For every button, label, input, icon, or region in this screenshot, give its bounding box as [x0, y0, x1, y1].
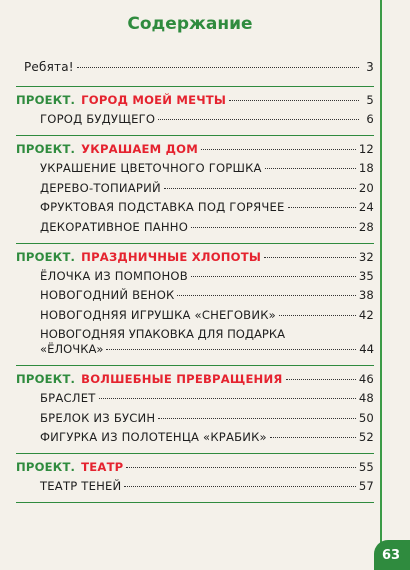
section-divider	[16, 502, 374, 503]
toc-project-5[interactable]	[16, 460, 374, 475]
item-page: 57	[358, 479, 374, 493]
item-name: ФРУКТОВАЯ ПОДСТАВКА ПОД ГОРЯЧЕЕ	[40, 200, 285, 214]
toc-item[interactable]	[16, 479, 374, 494]
dot-leader	[270, 437, 356, 438]
item-name: ГОРОД БУДУЩЕГО	[40, 112, 156, 126]
item-name: ТЕАТР ТЕНЕЙ	[40, 479, 122, 493]
item-page: 28	[358, 219, 374, 234]
page-title: Содержание	[127, 14, 253, 34]
item-name: ФИГУРКА ИЗ ПОЛОТЕНЦА «КРАБИК»	[40, 430, 267, 444]
section-divider	[16, 243, 374, 244]
dot-leader	[124, 486, 355, 487]
item-name: БРАСЛЕТ	[40, 391, 96, 405]
dot-leader	[229, 100, 359, 101]
item-name: ДЕКОРАТИВНОЕ ПАННО	[40, 219, 189, 234]
toc-item[interactable]	[16, 308, 374, 323]
toc-project-1[interactable]	[16, 93, 374, 108]
toc-item[interactable]	[16, 430, 374, 445]
dot-leader	[264, 257, 356, 258]
dot-leader	[99, 398, 356, 399]
item-page: 24	[358, 200, 374, 214]
page-number-tab	[374, 540, 410, 570]
dot-leader	[201, 149, 356, 150]
project-page: 5	[366, 93, 374, 107]
toc-item[interactable]	[16, 391, 374, 406]
project-label: ПРОЕКТ.	[16, 142, 76, 156]
section-divider	[16, 365, 374, 366]
toc-item[interactable]	[16, 411, 374, 426]
toc-item[interactable]	[16, 200, 374, 215]
dot-leader	[177, 295, 355, 296]
item-page: 44	[359, 342, 374, 356]
dot-leader	[288, 207, 356, 208]
dot-leader	[191, 276, 356, 277]
item-name: УКРАШЕНИЕ ЦВЕТОЧНОГО ГОРШКА	[40, 161, 262, 175]
project-label: ПРОЕКТ.	[16, 372, 76, 386]
toc-entry-intro[interactable]	[16, 60, 374, 75]
dot-leader	[265, 168, 356, 169]
project-page: 55	[358, 460, 374, 474]
project-page: 46	[358, 372, 374, 386]
item-page: 42	[358, 307, 374, 322]
item-name-line2-row	[40, 342, 374, 357]
dot-leader	[279, 315, 356, 316]
item-page: 20	[358, 180, 374, 195]
toc-project-2[interactable]	[16, 142, 374, 157]
item-page: 38	[358, 288, 374, 302]
item-page: 52	[358, 430, 374, 444]
section-divider	[16, 135, 374, 136]
item-name: НОВОГОДНЯЯ ИГРУШКА «СНЕГОВИК»	[40, 307, 276, 322]
project-page: 12	[358, 142, 374, 156]
project-name: ТЕАТР	[81, 460, 124, 474]
toc-project-4[interactable]	[16, 372, 374, 387]
toc-item[interactable]	[16, 288, 374, 303]
project-label: ПРОЕКТ.	[16, 460, 76, 474]
toc-item[interactable]	[16, 269, 374, 284]
item-page: 48	[358, 391, 374, 405]
item-page: 35	[358, 268, 374, 283]
table-of-contents	[16, 60, 374, 509]
toc-item[interactable]	[16, 161, 374, 176]
item-name: БРЕЛОК ИЗ БУСИН	[40, 410, 156, 425]
project-label: ПРОЕКТ.	[16, 249, 76, 264]
page-edge-rule	[380, 0, 382, 568]
section-divider	[16, 453, 374, 454]
item-page: 18	[358, 161, 374, 175]
toc-item[interactable]	[16, 112, 374, 127]
dot-leader	[164, 188, 356, 189]
toc-item[interactable]	[16, 181, 374, 196]
project-label: ПРОЕКТ.	[16, 93, 76, 107]
item-page: 6	[366, 112, 374, 126]
dot-leader	[106, 349, 356, 350]
item-name-line1: НОВОГОДНЯЯ УПАКОВКА ДЛЯ ПОДАРКА	[40, 327, 286, 341]
project-name: ГОРОД МОЕЙ МЕЧТЫ	[81, 93, 227, 107]
toc-item[interactable]	[16, 220, 374, 235]
dot-leader	[191, 227, 356, 228]
entry-page: 3	[366, 60, 374, 74]
dot-leader	[158, 119, 359, 120]
dot-leader	[158, 418, 356, 419]
item-name-line2: «ЁЛОЧКА»	[40, 342, 104, 356]
item-page: 50	[358, 410, 374, 425]
dot-leader	[286, 379, 356, 380]
project-name: ПРАЗДНИЧНЫЕ ХЛОПОТЫ	[81, 249, 262, 264]
project-name: УКРАШАЕМ ДОМ	[81, 142, 198, 156]
dot-leader	[126, 467, 355, 468]
project-page: 32	[358, 249, 374, 264]
section-divider	[16, 86, 374, 87]
entry-name: Ребята!	[24, 60, 74, 74]
page-number: 63	[382, 547, 401, 563]
item-name: ЁЛОЧКА ИЗ ПОМПОНОВ	[40, 268, 188, 283]
toc-item-multiline[interactable]	[16, 327, 374, 357]
item-name: ДЕРЕВО-ТОПИАРИЙ	[40, 180, 161, 195]
dot-leader	[77, 67, 359, 68]
project-name: ВОЛШЕБНЫЕ ПРЕВРАЩЕНИЯ	[81, 372, 283, 386]
toc-project-3[interactable]	[16, 250, 374, 265]
item-name: НОВОГОДНИЙ ВЕНОК	[40, 288, 175, 302]
